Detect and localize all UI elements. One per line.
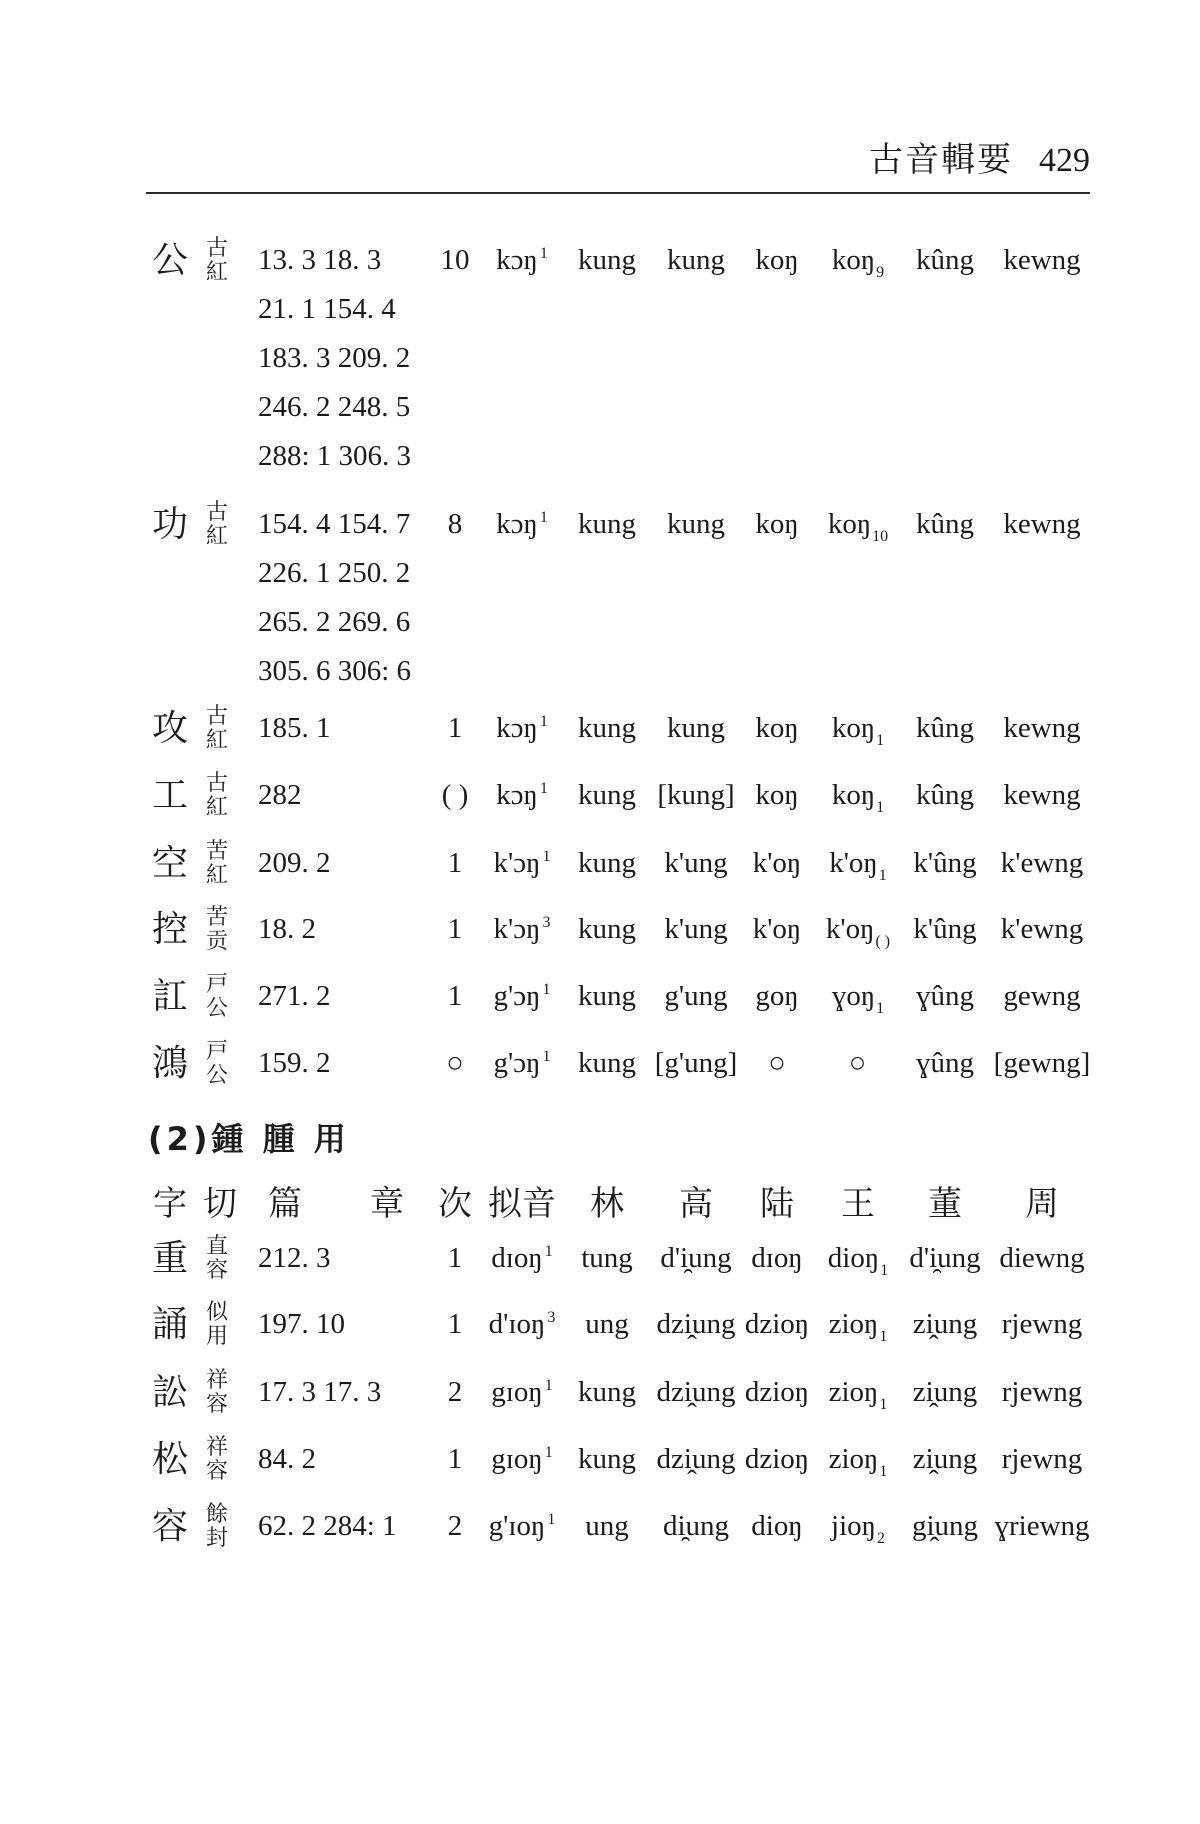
fanqie-char: 餘 [205,1500,228,1526]
rhyme-count: 1 [447,1241,463,1274]
poem-references [258,236,411,481]
column-header-dong: 董 [928,1186,962,1223]
reference-line: 154. 4 154. 7 [258,507,411,540]
fanqie-char: 紅 [205,727,228,752]
lin-reading: ung [585,1307,629,1340]
fanqie-spelling [202,839,232,888]
fanqie-char: 古 [205,769,228,795]
lin-reading: kung [578,1375,636,1408]
head-character: 訟 [151,1371,188,1412]
wang-subscript: 1 [880,1261,889,1279]
column-header-fanqie: 切 [203,1186,237,1223]
fanqie-char: 紅 [205,523,228,548]
table-row [0,839,1200,888]
wang-reading-base: zioŋ [828,1442,879,1475]
fanqie-char: 紅 [205,259,228,284]
lu-reading: dɪoŋ [751,1241,803,1274]
zhou-reading: k'ewng [1000,912,1084,945]
zhou-reading: k'ewng [1000,846,1084,879]
column-header-gao: 高 [679,1186,713,1223]
table-row [0,771,1200,820]
gao-reading: dzi̭ung [656,1375,736,1408]
reconstruction-base: kɔŋ [496,507,538,540]
table-row [0,972,1200,1021]
head-character: 訌 [151,975,188,1016]
gao-reading: di̯ung [662,1509,730,1542]
rhyme-count: 1 [447,912,463,945]
gao-reading: kung [667,243,725,276]
table-row [0,1368,1200,1417]
zhou-reading: rjewng [1001,1307,1083,1340]
fanqie-char: 苦 [205,903,228,929]
gao-reading: [kung] [657,778,735,811]
wang-subscript: 1 [876,999,885,1017]
head-character: 功 [151,503,188,544]
fanqie-char: 戸 [205,1037,228,1063]
rhyme-count: 1 [447,711,463,744]
reconstruction-base: gɪoŋ [491,1375,543,1408]
tone-number: 1 [544,1242,553,1260]
fanqie-char: 容 [205,1391,228,1416]
reference-line: 209. 2 [258,846,331,879]
gao-reading: [g'ung] [654,1046,738,1079]
lin-reading: kung [578,1046,636,1079]
fanqie-spelling [202,500,232,549]
fanqie-char: 公 [205,995,228,1020]
dong-reading: d'i̯ung [909,1241,981,1274]
lu-reading: koŋ [755,778,799,811]
reference-line: 282 [258,778,302,811]
gao-reading: dzi̭ung [656,1442,736,1475]
rhyme-count: ○ [446,1046,464,1079]
header-rule [146,192,1090,194]
lu-reading: dioŋ [751,1509,803,1542]
running-head [869,132,1090,180]
fanqie-spelling [202,1435,232,1484]
lu-reading: ○ [768,1046,786,1079]
fanqie-spelling [202,1368,232,1417]
wang-reading-base: ɣoŋ [831,979,876,1012]
fanqie-char: 古 [205,702,228,728]
lin-reading: kung [578,846,636,879]
dong-reading: kûng [916,711,974,744]
wang-reading-base: koŋ [831,778,876,811]
lu-reading: dzioŋ [744,1307,810,1340]
table-row [0,498,1200,687]
tone-number: 1 [542,1047,551,1065]
lu-reading: goŋ [755,979,799,1012]
fanqie-spelling [202,771,232,820]
lu-reading: koŋ [755,711,799,744]
column-header-count: 次 [438,1186,472,1223]
gao-reading: dzi̭ung [656,1307,736,1340]
head-character: 攻 [151,707,188,748]
rhyme-count: 2 [447,1375,463,1408]
fanqie-char: 直 [205,1232,228,1258]
lin-reading: kung [578,912,636,945]
wang-reading-base: ○ [848,1046,867,1079]
rhyme-count: ( ) [441,778,469,811]
reference-line: 17. 3 17. 3 [258,1375,382,1408]
dong-reading: k'ûng [913,912,977,945]
column-header-reconstruction: 拟音 [488,1186,556,1223]
poem-references [258,1234,331,1283]
lu-reading: dzioŋ [744,1442,810,1475]
reference-line: 13. 3 18. 3 [258,243,382,276]
reference-line: 246. 2 248. 5 [258,390,411,423]
reference-line: 271. 2 [258,979,331,1012]
reconstruction-base: kɔŋ [496,778,538,811]
fanqie-char: 祥 [205,1366,228,1392]
lin-reading: ung [585,1509,629,1542]
reconstruction-base: d'ɪoŋ [488,1307,546,1340]
dong-reading: kûng [916,778,974,811]
fanqie-spelling [202,1234,232,1283]
dong-reading: kûng [916,507,974,540]
lin-reading: kung [578,507,636,540]
poem-references [258,1300,345,1349]
tone-number: 1 [539,712,548,730]
zhou-reading: diewng [999,1241,1085,1274]
poem-references [258,704,331,753]
gao-reading: g'ung [664,979,728,1012]
dong-reading: zi̭ung [912,1375,978,1408]
wang-reading-base: koŋ [831,243,876,276]
zhou-reading: kewng [1003,243,1081,276]
wang-subscript: 1 [879,1462,888,1480]
rhyme-count: 8 [447,507,463,540]
table-row [0,704,1200,753]
column-header-lin: 林 [590,1186,624,1223]
reference-line: 18. 2 [258,912,316,945]
fanqie-spelling [202,1502,232,1551]
table-row [0,1234,1200,1283]
table-row [0,1435,1200,1484]
reference-line: 84. 2 [258,1442,316,1475]
reconstruction-base: g'ɔŋ [493,1046,541,1079]
reconstruction-base: kɔŋ [496,243,538,276]
head-character: 空 [151,842,188,883]
wang-reading-base: koŋ [831,711,876,744]
wang-reading-base: zioŋ [828,1307,879,1340]
tone-number: 1 [544,1443,553,1461]
fanqie-spelling [202,236,232,285]
dong-reading: zi̭ung [912,1307,978,1340]
dong-reading: gi̭ung [911,1509,979,1542]
column-header-zhou: 周 [1025,1186,1059,1223]
reference-line: 21. 1 154. 4 [258,292,396,325]
tone-number: 3 [542,913,551,931]
gao-reading: k'ung [664,846,728,879]
reference-line: 226. 1 250. 2 [258,556,411,589]
gao-reading: kung [667,711,725,744]
wang-subscript: 1 [879,1395,888,1413]
tone-number: 3 [547,1308,556,1326]
column-header-lu: 陆 [760,1186,794,1223]
fanqie-char: 封 [205,1525,228,1550]
reference-line: 197. 10 [258,1307,345,1340]
wang-reading-base: zioŋ [828,1375,879,1408]
tone-number: 1 [539,779,548,797]
gao-reading: kung [667,507,725,540]
table-row [0,1300,1200,1349]
column-header-character: 字 [153,1186,187,1223]
poem-references [258,905,316,954]
table-row [0,905,1200,954]
rhyme-count: 1 [447,846,463,879]
wang-subscript: ( ) [875,932,891,950]
fanqie-char: 戸 [205,970,228,996]
reference-line: 212. 3 [258,1241,331,1274]
lu-reading: k'oŋ [752,912,802,945]
reconstruction-base: g'ɔŋ [493,979,541,1012]
dong-reading: zi̭ung [912,1442,978,1475]
fanqie-spelling [202,972,232,1021]
zhou-reading: [gewng] [993,1046,1091,1079]
head-character: 誦 [151,1303,188,1344]
rhyme-count: 1 [447,1442,463,1475]
tone-number: 1 [542,980,551,998]
reconstruction-base: kɔŋ [496,711,538,744]
lin-reading: kung [578,1442,636,1475]
head-character: 鴻 [151,1042,188,1083]
dong-reading: kûng [916,243,974,276]
reference-line: 159. 2 [258,1046,331,1079]
reconstruction-base: gɪoŋ [491,1442,543,1475]
zhou-reading: gewng [1003,979,1081,1012]
head-character: 控 [151,908,188,949]
reconstruction-base: k'ɔŋ [493,912,541,945]
lin-reading: kung [578,778,636,811]
lin-reading: kung [578,243,636,276]
table-row [0,1502,1200,1551]
head-character: 重 [151,1237,188,1278]
lin-reading: kung [578,979,636,1012]
rhyme-count: 2 [447,1509,463,1542]
wang-reading-base: k'oŋ [829,846,878,879]
dong-reading: ɣûng [916,979,974,1012]
poem-references [258,839,331,888]
reconstruction-base: k'ɔŋ [493,846,541,879]
wang-reading-base: dioŋ [827,1241,880,1274]
wang-reading-base: jioŋ [831,1509,876,1542]
column-header-zhang: 章 [370,1186,404,1223]
head-character: 公 [151,239,188,280]
lin-reading: tung [581,1241,633,1274]
reference-line: 62. 2 284: 1 [258,1509,397,1542]
poem-references [258,1502,397,1551]
lu-reading: koŋ [755,243,799,276]
column-header-row [0,1180,1200,1229]
fanqie-spelling [202,1039,232,1088]
reference-line: 265. 2 269. 6 [258,605,411,638]
running-title: 古音輯要 [869,142,1013,179]
head-character: 工 [151,774,188,815]
lu-reading: dzioŋ [744,1375,810,1408]
wang-subscript: 9 [876,263,885,281]
fanqie-char: 容 [205,1257,228,1282]
head-character: 松 [151,1438,188,1479]
fanqie-char: 公 [205,1062,228,1087]
tone-number: 1 [539,244,548,262]
fanqie-char: 容 [205,1458,228,1483]
rhyme-count: 1 [447,1307,463,1340]
zhou-reading: rjewng [1001,1442,1083,1475]
tone-number: 1 [539,508,548,526]
fanqie-spelling [202,1300,232,1349]
gao-reading: d'i̯ung [660,1241,732,1274]
wang-reading-base: k'oŋ [825,912,875,945]
fanqie-char: 祥 [205,1433,228,1459]
fanqie-spelling [202,905,232,954]
tone-number: 1 [542,847,551,865]
fanqie-char: 贡 [205,928,228,953]
page-number: 429 [1039,142,1090,179]
rhyme-count: 10 [440,243,470,276]
tone-number: 1 [547,1510,556,1528]
poem-references [258,1435,316,1484]
wang-subscript: 2 [876,1529,885,1547]
fanqie-char: 古 [205,234,228,260]
zhou-reading: kewng [1003,778,1081,811]
fanqie-char: 似 [205,1298,228,1324]
lu-reading: k'oŋ [752,846,802,879]
wang-subscript: 1 [878,866,887,884]
zhou-reading: rjewng [1001,1375,1083,1408]
table-row [0,234,1200,472]
section-title: (2)鍾 腫 用 [148,1120,350,1158]
zhou-reading: ɣriewng [994,1509,1090,1542]
reconstruction-base: g'ɪoŋ [488,1509,546,1542]
wang-subscript: 1 [876,731,885,749]
wang-subscript: 1 [879,1327,888,1345]
fanqie-char: 苦 [205,837,228,863]
reference-line: 185. 1 [258,711,331,744]
tone-number: 1 [544,1376,553,1394]
fanqie-char: 用 [205,1323,228,1348]
fanqie-char: 紅 [205,862,228,887]
poem-references [258,972,331,1021]
poem-references [258,500,411,696]
dong-reading: ɣûng [916,1046,974,1079]
poem-references [258,1039,331,1088]
gao-reading: k'ung [664,912,728,945]
poem-references [258,1368,381,1417]
table-row [0,1039,1200,1088]
zhou-reading: kewng [1003,711,1081,744]
wang-subscript: 10 [872,527,889,545]
fanqie-char: 紅 [205,794,228,819]
column-header-wang: 王 [841,1186,875,1223]
column-header-pian: 篇 [268,1186,302,1223]
wang-reading-base: koŋ [827,507,872,540]
dong-reading: k'ûng [913,846,977,879]
rhyme-count: 1 [447,979,463,1012]
wang-subscript: 1 [876,798,885,816]
reconstruction-base: dɪoŋ [491,1241,543,1274]
lin-reading: kung [578,711,636,744]
reference-line: 288: 1 306. 3 [258,439,412,472]
reference-line: 183. 3 209. 2 [258,341,411,374]
fanqie-spelling [202,704,232,753]
zhou-reading: kewng [1003,507,1081,540]
fanqie-char: 古 [205,498,228,524]
head-character: 容 [151,1505,188,1546]
poem-references [258,771,302,820]
reference-line: 305. 6 306: 6 [258,654,412,687]
lu-reading: koŋ [755,507,799,540]
